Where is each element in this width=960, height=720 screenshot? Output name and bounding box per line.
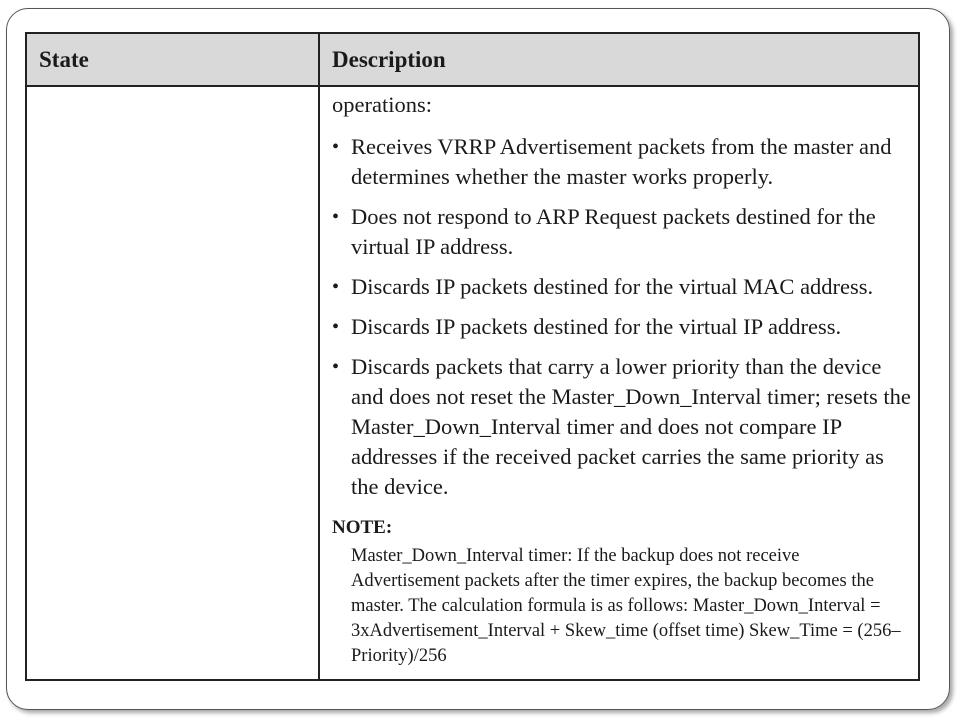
list-item: [332, 202, 912, 262]
note-body: Master_Down_Interval timer: If the backup does not receive Advertisement packets after the timer expires, the backup becomes the master. The calculation formula is as follows: Master_Down_Interval = 3xAdvertisement_Interval + Skew_time (offset time) Skew_Time = (256–Priority)/256: [351, 546, 901, 666]
list-item: [332, 312, 912, 342]
header-state: State: [39, 47, 89, 72]
lead-text: operations:: [332, 92, 432, 117]
list-item: [332, 272, 912, 302]
state-description-table: [25, 32, 920, 681]
bullet-icon: •: [332, 276, 340, 298]
bullet-text: Does not respond to ARP Request packets destined for the virtual IP address.: [351, 204, 876, 259]
description-cell: [332, 90, 912, 669]
column-divider: [318, 34, 320, 679]
list-item: [332, 352, 912, 502]
note-title: NOTE:: [332, 517, 393, 538]
header-description: Description: [332, 47, 446, 72]
bullet-icon: •: [332, 206, 340, 228]
bullet-text: Discards IP packets destined for the virtual MAC address.: [351, 274, 874, 299]
bullet-text: Discards IP packets destined for the virtual IP address.: [351, 314, 842, 339]
bullet-icon: •: [332, 316, 340, 338]
table-header-row: [27, 34, 918, 87]
note-block: [332, 516, 912, 669]
list-item: [332, 132, 912, 192]
bullet-text: Receives VRRP Advertisement packets from the master and determines whether the master works properly.: [351, 134, 892, 189]
bullet-icon: •: [332, 356, 340, 378]
bullet-text: Discards packets that carry a lower priority than the device and does not reset the Master_Down_Interval timer; resets the Master_Down_Interval timer and does not compare IP addresses if the received packet carries the same priority as the device.: [351, 354, 911, 499]
bullet-icon: •: [332, 136, 340, 158]
bullet-list: [332, 132, 912, 502]
